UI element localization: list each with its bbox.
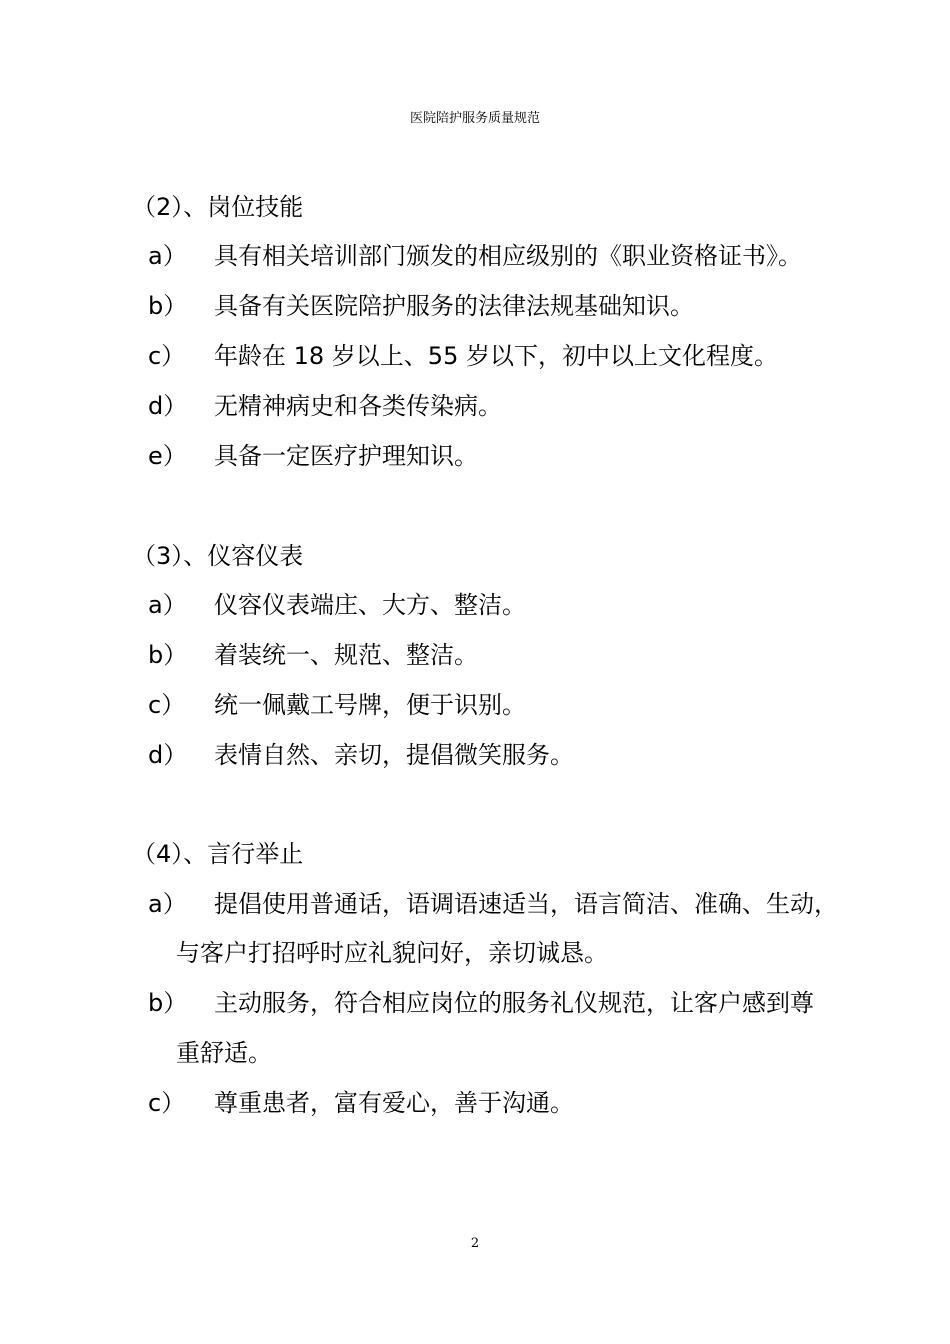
list-item [148, 390, 502, 422]
list-marker: a） [148, 242, 187, 270]
list-item [148, 589, 526, 621]
list-marker: b） [148, 989, 188, 1017]
list-item [148, 290, 694, 322]
list-item [148, 689, 526, 721]
list-item-text: 主动服务，符合相应岗位的服务礼仪规范，让客户感到尊 [214, 989, 814, 1017]
section-title-job-skills: （2）、岗位技能 [132, 193, 304, 221]
list-item-continuation: 与客户打招呼时应礼貌问好，亲切诚恳。 [176, 939, 608, 967]
list-item-text: 具备一定医疗护理知识。 [214, 442, 478, 470]
running-header: 医院陪护服务质量规范 [409, 111, 540, 126]
list-item [148, 1087, 574, 1119]
list-item-text: 着装统一、规范、整洁。 [214, 641, 478, 669]
list-marker: c） [148, 342, 186, 370]
list-marker: c） [148, 1089, 186, 1117]
list-marker: d） [148, 741, 188, 769]
list-item-continuation: 重舒适。 [176, 1039, 272, 1067]
list-item-text: 表情自然、亲切，提倡微笑服务。 [214, 741, 574, 769]
list-item [148, 739, 574, 771]
list-item-text: 统一佩戴工号牌，便于识别。 [214, 691, 526, 719]
list-marker: e） [148, 442, 187, 470]
list-item-text: 无精神病史和各类传染病。 [214, 392, 502, 420]
list-item [148, 440, 478, 472]
list-marker: c） [148, 691, 186, 719]
list-item-text: 年龄在 18 岁以上、55 岁以下，初中以上文化程度。 [214, 342, 778, 370]
list-marker: a） [148, 591, 187, 619]
list-item-text: 尊重患者，富有爱心，善于沟通。 [214, 1089, 574, 1117]
list-item-text: 提倡使用普通话，语调语速适当，语言简洁、准确、生动， [214, 890, 838, 918]
list-item [148, 987, 814, 1019]
page-number: 2 [470, 1236, 480, 1251]
section-title-conduct: （4）、言行举止 [132, 840, 304, 868]
list-marker: b） [148, 292, 188, 320]
list-marker: a） [148, 890, 187, 918]
list-item [148, 240, 802, 272]
list-item [148, 340, 778, 372]
list-item [148, 888, 838, 920]
list-item-text: 具有相关培训部门颁发的相应级别的《职业资格证书》。 [214, 242, 802, 270]
section-title-appearance: （3）、仪容仪表 [132, 542, 304, 570]
list-marker: b） [148, 641, 188, 669]
list-item [148, 639, 478, 671]
list-item-text: 仪容仪表端庄、大方、整洁。 [214, 591, 526, 619]
list-item-text: 具备有关医院陪护服务的法律法规基础知识。 [214, 292, 694, 320]
list-marker: d） [148, 392, 188, 420]
